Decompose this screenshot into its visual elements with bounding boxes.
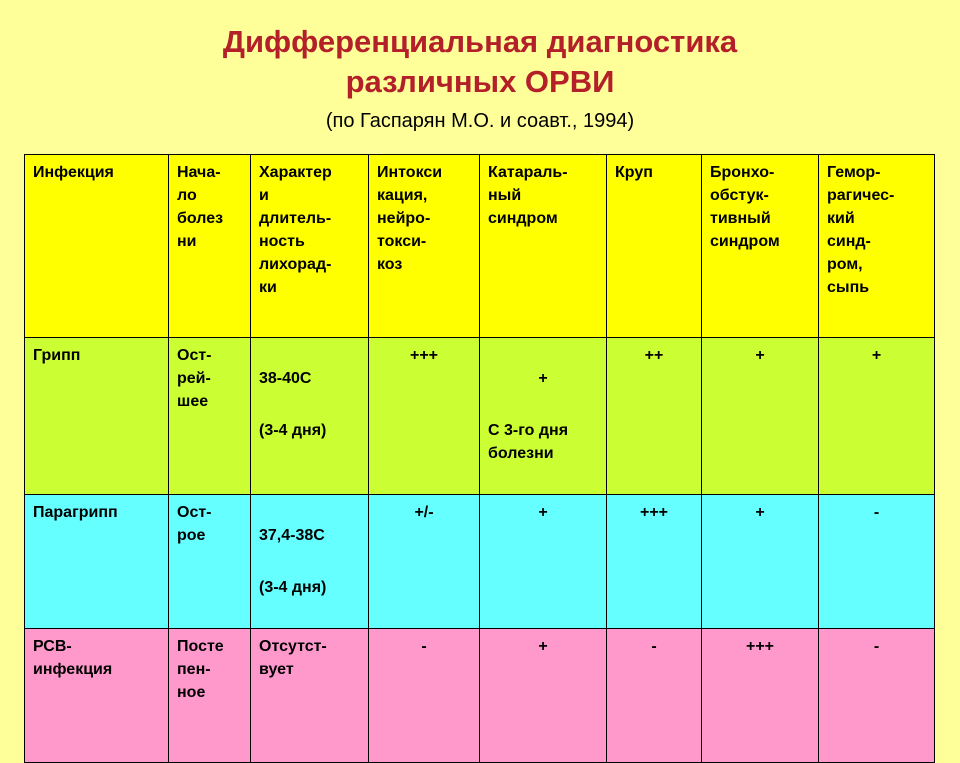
cell-fever: Отсутст- вует (251, 629, 369, 763)
cell-croup: +++ (607, 495, 702, 629)
page-title (0, 22, 960, 102)
fever-range: 37,4-38С (259, 527, 325, 544)
header-croup: Круп (607, 155, 702, 338)
diagnosis-table (24, 154, 935, 763)
header-fever: Характер и длитель- ность лихорад- ки (251, 155, 369, 338)
cell-broncho-obstructive: + (702, 495, 819, 629)
cell-catarrhal (480, 338, 607, 495)
cell-infection: РСВ- инфекция (25, 629, 169, 763)
cell-croup: ++ (607, 338, 702, 495)
cell-broncho-obstructive: +++ (702, 629, 819, 763)
title-line-2: различных ОРВИ (345, 64, 615, 99)
cell-infection: Парагрипп (25, 495, 169, 629)
cell-hemorrhagic: + (819, 338, 935, 495)
fever-range: 38-40С (259, 370, 312, 387)
cell-infection: Грипп (25, 338, 169, 495)
table-header-row (25, 155, 935, 338)
fever-duration: (3-4 дня) (259, 579, 327, 596)
cell-onset: Ост- рое (169, 495, 251, 629)
table-row-influenza (25, 338, 935, 495)
table-row-parainfluenza (25, 495, 935, 629)
cell-catarrhal: + (480, 629, 607, 763)
cell-broncho-obstructive: + (702, 338, 819, 495)
table-row-rsv (25, 629, 935, 763)
cell-fever (251, 338, 369, 495)
cell-onset: Посте пен- ное (169, 629, 251, 763)
cell-intoxication: +++ (369, 338, 480, 495)
title-line-1: Дифференциальная диагностика (222, 24, 738, 59)
fever-duration: (3-4 дня) (259, 422, 327, 439)
header-catarrhal: Катараль- ный синдром (480, 155, 607, 338)
header-infection: Инфекция (25, 155, 169, 338)
cell-intoxication: +/- (369, 495, 480, 629)
header-hemorrhagic: Гемор- рагичес- кий синд- ром, сыпь (819, 155, 935, 338)
page-subtitle: (по Гаспарян М.О. и соавт., 1994) (325, 110, 635, 132)
cell-hemorrhagic: - (819, 629, 935, 763)
header-onset: Нача- ло болез ни (169, 155, 251, 338)
header-broncho-obstructive: Бронхо- обстук- тивный синдром (702, 155, 819, 338)
catarrhal-note: С 3-го дня болезни (488, 422, 569, 462)
cell-hemorrhagic: - (819, 495, 935, 629)
cell-croup: - (607, 629, 702, 763)
header-intoxication: Интокси кация, нейро- токси- коз (369, 155, 480, 338)
cell-fever (251, 495, 369, 629)
cell-catarrhal: + (480, 495, 607, 629)
cell-onset: Ост- рей- шее (169, 338, 251, 495)
catarrhal-grade: + (538, 370, 548, 387)
cell-intoxication: - (369, 629, 480, 763)
